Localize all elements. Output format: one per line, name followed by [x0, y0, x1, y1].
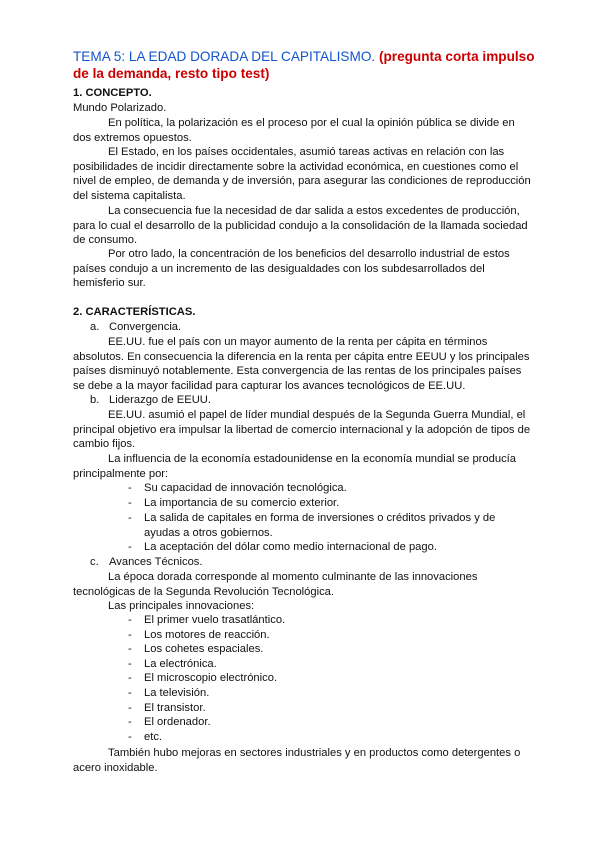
item-c-paragraph-3: También hubo mejoras en sectores industriales y en productos como detergentes o acero inoxidable.: [73, 747, 521, 774]
list-item: - La electrónica.: [128, 657, 217, 670]
item-b-list: [73, 481, 531, 555]
list-item: - El primer vuelo trasatlántico.: [128, 614, 286, 626]
section-1-paragraph-4: Por otro lado, la concentración de los beneficios del desarrollo industrial de estos países condujo a un incremento de las desigualdades con los subdesarrollados del hemisferio sur.: [73, 248, 510, 290]
item-c-label: Avances Técnicos.: [109, 556, 203, 568]
title-main: TEMA 5: LA EDAD DORADA DEL CAPITALISMO.: [73, 49, 376, 64]
list-item: - etc.: [128, 730, 163, 743]
bullet-dash: -: [128, 701, 132, 714]
item-b-paragraph-1: EE.UU. asumió el papel de líder mundial después de la Segunda Guerra Mundial, el principal objetivo era impulsar la libertad de comercio internacional y la adopción de tipos de cambio fijos.: [73, 409, 531, 451]
bullet-dash: -: [128, 716, 132, 729]
item-c-paragraph-2: Las principales innovaciones:: [108, 600, 255, 612]
list-item: - La aceptación del dólar como medio internacional de pago.: [128, 541, 437, 553]
bullet-dash: -: [128, 512, 132, 524]
section-1-paragraph-2: El Estado, en los países occidentales, asumió tareas activas en relación con las posibilidades de incidir directamente sobre la actividad económica, en cuestiones como el nivel de empleo, de demanda y de inversión, para asegurar las condiciones de reproducción del sistema capitalista.: [73, 146, 531, 202]
section-1-heading: 1. CONCEPTO.: [73, 87, 152, 99]
list-item: - El transistor.: [128, 701, 206, 714]
title-note: (pregunta corta impulso de la demanda, resto tipo test): [73, 49, 535, 81]
list-item: - La televisión.: [128, 686, 210, 699]
bullet-dash: -: [128, 614, 132, 626]
item-b-paragraph-2: La influencia de la economía estadounidense en la economía mundial se producía principalmente por:: [73, 453, 516, 480]
item-a-letter: a.: [90, 321, 100, 333]
document-title: [73, 49, 553, 82]
bullet-dash: -: [128, 541, 132, 553]
item-b-label: Liderazgo de EEUU.: [109, 394, 211, 406]
section-1-paragraph-1: En política, la polarización es el proceso por el cual la opinión pública se divide en dos extremos opuestos.: [73, 117, 515, 144]
bullet-dash: -: [128, 657, 132, 670]
item-a-label: Convergencia.: [109, 321, 182, 333]
list-item: - Los motores de reacción.: [128, 628, 270, 641]
list-item: - La importancia de su comercio exterior.: [128, 497, 340, 509]
item-c-list: [73, 613, 531, 744]
bullet-dash: -: [128, 730, 132, 743]
list-item: - El microscopio electrónico.: [128, 672, 278, 685]
bullet-dash: -: [128, 672, 132, 685]
bullet-dash: -: [128, 497, 132, 509]
bullet-dash: -: [128, 643, 132, 656]
item-c-paragraph-1: La época dorada corresponde al momento culminante de las innovaciones tecnológicas de la Segunda Revolución Tecnológica.: [73, 571, 478, 598]
list-item: - El ordenador.: [128, 716, 211, 729]
bullet-dash: -: [128, 482, 132, 494]
list-item: - La salida de capitales en forma de inversiones o créditos privados y de ayudas a otros gobiernos.: [128, 512, 496, 539]
list-item: - Los cohetes espaciales.: [128, 643, 264, 656]
item-b-letter: b.: [90, 394, 100, 406]
item-c-letter: c.: [90, 556, 99, 568]
bullet-dash: -: [128, 686, 132, 699]
section-1-paragraph-3: La consecuencia fue la necesidad de dar salida a estos excedentes de producción, para lo cual el desarrollo de la publicidad condujo a la consolidación de la llamada sociedad de consumo.: [73, 205, 528, 247]
bullet-dash: -: [128, 628, 132, 641]
item-a-paragraph: EE.UU. fue el país con un mayor aumento de la renta per cápita en términos absolutos. En consecuencia la diferencia en la renta per cápita entre EEUU y los principales países disminuyó notablemente. Esta convergencia de las rentas de los principales países se debe a la mayor facilidad para capturar los avances tecnológicos de EE.UU.: [73, 336, 530, 392]
list-item: - Su capacidad de innovación tecnológica.: [128, 482, 347, 494]
section-1-subtitle: Mundo Polarizado.: [73, 102, 167, 114]
section-2-heading: 2. CARACTERÍSTICAS.: [73, 306, 196, 318]
